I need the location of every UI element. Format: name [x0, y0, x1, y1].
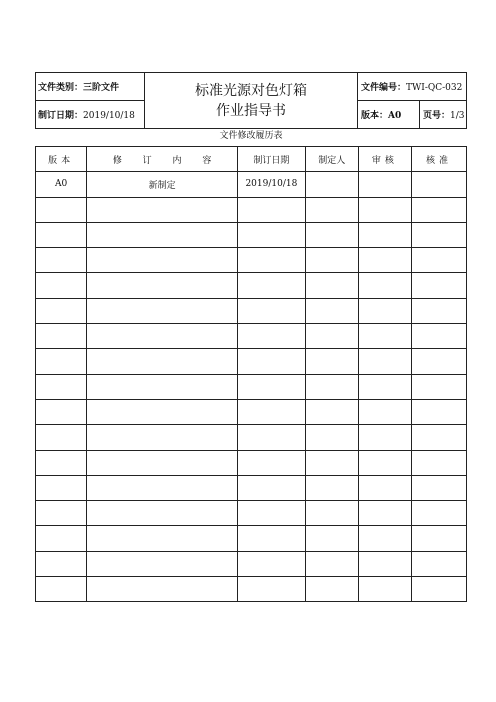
- table-row: [36, 349, 467, 374]
- cell-review: [358, 551, 411, 576]
- cell-version: [36, 577, 87, 602]
- cell-approve: [411, 349, 466, 374]
- doc-date-cell: [36, 101, 145, 129]
- col-header-author: 制定人: [305, 147, 358, 172]
- cell-approve: [411, 577, 466, 602]
- cell-date: [238, 324, 306, 349]
- cell-approve: [411, 526, 466, 551]
- cell-author: [305, 450, 358, 475]
- cell-date: [238, 248, 306, 273]
- cell-content: [87, 425, 238, 450]
- cell-approve: [411, 450, 466, 475]
- cell-author: [305, 324, 358, 349]
- cell-content: [87, 248, 238, 273]
- cell-version: [36, 501, 87, 526]
- cell-author: [305, 425, 358, 450]
- cell-approve: [411, 172, 466, 197]
- cell-content: [87, 197, 238, 222]
- cell-content: [87, 222, 238, 247]
- cell-version: [36, 526, 87, 551]
- cell-approve: [411, 425, 466, 450]
- cell-content: [87, 298, 238, 323]
- table-row: [36, 475, 467, 500]
- cell-review: [358, 298, 411, 323]
- cell-date: 2019/10/18: [238, 172, 306, 197]
- cell-approve: [411, 399, 466, 424]
- cell-version: [36, 399, 87, 424]
- history-body: [36, 172, 467, 602]
- cell-version: [36, 298, 87, 323]
- cell-approve: [411, 551, 466, 576]
- cell-date: [238, 349, 306, 374]
- table-row: [36, 273, 467, 298]
- cell-date: [238, 425, 306, 450]
- cell-version: [36, 374, 87, 399]
- cell-content: [87, 577, 238, 602]
- history-caption: 文件修改履历表: [219, 131, 283, 141]
- cell-version: [36, 450, 87, 475]
- cell-author: [305, 222, 358, 247]
- doc-page-value: 1/3: [450, 111, 465, 121]
- cell-author: [305, 273, 358, 298]
- cell-content: [87, 526, 238, 551]
- table-row: [36, 501, 467, 526]
- cell-date: [238, 577, 306, 602]
- cell-review: [358, 425, 411, 450]
- table-row: [36, 324, 467, 349]
- cell-date: [238, 450, 306, 475]
- cell-review: [358, 475, 411, 500]
- table-row: [36, 222, 467, 247]
- cell-content: [87, 450, 238, 475]
- cell-review: [358, 248, 411, 273]
- doc-page-cell: [420, 101, 467, 129]
- cell-date: [238, 298, 306, 323]
- col-header-review: 审核: [358, 147, 411, 172]
- cell-date: [238, 197, 306, 222]
- cell-author: [305, 374, 358, 399]
- cell-date: [238, 273, 306, 298]
- cell-author: [305, 298, 358, 323]
- cell-review: [358, 222, 411, 247]
- cell-review: [358, 526, 411, 551]
- table-row: [36, 450, 467, 475]
- cell-review: [358, 450, 411, 475]
- cell-review: [358, 324, 411, 349]
- doc-version-cell: [358, 101, 420, 129]
- table-row: [36, 172, 467, 197]
- doc-version-label: 版本：: [361, 111, 389, 121]
- table-row: [36, 526, 467, 551]
- cell-approve: [411, 501, 466, 526]
- cell-review: [358, 197, 411, 222]
- cell-author: [305, 197, 358, 222]
- cell-review: [358, 273, 411, 298]
- col-header-version: 版本: [36, 147, 87, 172]
- cell-review: [358, 172, 411, 197]
- cell-date: [238, 475, 306, 500]
- doc-date-label: 制订日期：: [38, 111, 84, 121]
- cell-approve: [411, 324, 466, 349]
- doc-page-label: 页号：: [423, 111, 451, 121]
- cell-approve: [411, 248, 466, 273]
- cell-approve: [411, 374, 466, 399]
- table-row: [36, 197, 467, 222]
- cell-date: [238, 399, 306, 424]
- cell-version: A0: [36, 172, 87, 197]
- cell-author: [305, 399, 358, 424]
- doc-title-line2: 作业指导书: [216, 102, 286, 119]
- cell-date: [238, 374, 306, 399]
- cell-version: [36, 273, 87, 298]
- revision-history-table: [35, 146, 467, 602]
- cell-date: [238, 526, 306, 551]
- col-header-date: 制订日期: [238, 147, 306, 172]
- doc-type-label: 文件类别：: [38, 83, 84, 93]
- document-header-table: [35, 72, 467, 129]
- cell-date: [238, 551, 306, 576]
- cell-author: [305, 501, 358, 526]
- cell-version: [36, 248, 87, 273]
- cell-review: [358, 399, 411, 424]
- cell-content: 新制定: [87, 172, 238, 197]
- cell-approve: [411, 197, 466, 222]
- col-header-content: 修 订 内 容: [87, 147, 238, 172]
- table-row: [36, 577, 467, 602]
- doc-type-value: 三阶文件: [83, 83, 120, 93]
- table-row: [36, 298, 467, 323]
- doc-number-cell: [358, 73, 467, 101]
- table-row: [36, 399, 467, 424]
- cell-approve: [411, 222, 466, 247]
- doc-title-line1: 标准光源对色灯箱: [195, 82, 307, 99]
- history-header-row: [36, 147, 467, 172]
- cell-version: [36, 425, 87, 450]
- cell-author: [305, 475, 358, 500]
- cell-approve: [411, 475, 466, 500]
- cell-date: [238, 501, 306, 526]
- cell-author: [305, 526, 358, 551]
- table-row: [36, 248, 467, 273]
- cell-approve: [411, 273, 466, 298]
- cell-date: [238, 222, 306, 247]
- cell-version: [36, 222, 87, 247]
- cell-content: [87, 551, 238, 576]
- cell-content: [87, 349, 238, 374]
- doc-type-cell: [36, 73, 145, 101]
- cell-author: [305, 172, 358, 197]
- cell-author: [305, 551, 358, 576]
- cell-author: [305, 349, 358, 374]
- cell-content: [87, 501, 238, 526]
- cell-content: [87, 399, 238, 424]
- cell-author: [305, 248, 358, 273]
- cell-review: [358, 349, 411, 374]
- cell-version: [36, 349, 87, 374]
- cell-content: [87, 374, 238, 399]
- cell-author: [305, 577, 358, 602]
- doc-version-value: A0: [388, 111, 402, 121]
- cell-content: [87, 273, 238, 298]
- col-header-approve: 核准: [411, 147, 466, 172]
- cell-review: [358, 374, 411, 399]
- cell-version: [36, 324, 87, 349]
- table-row: [36, 551, 467, 576]
- cell-content: [87, 475, 238, 500]
- table-row: [36, 374, 467, 399]
- cell-version: [36, 551, 87, 576]
- doc-date-value: 2019/10/18: [83, 111, 135, 121]
- cell-review: [358, 577, 411, 602]
- doc-number-label: 文件编号：: [361, 83, 407, 93]
- cell-version: [36, 475, 87, 500]
- cell-review: [358, 501, 411, 526]
- doc-number-value: TWI-QC-032: [406, 83, 463, 93]
- table-row: [36, 425, 467, 450]
- doc-title-cell: [145, 73, 358, 129]
- cell-version: [36, 197, 87, 222]
- cell-approve: [411, 298, 466, 323]
- cell-content: [87, 324, 238, 349]
